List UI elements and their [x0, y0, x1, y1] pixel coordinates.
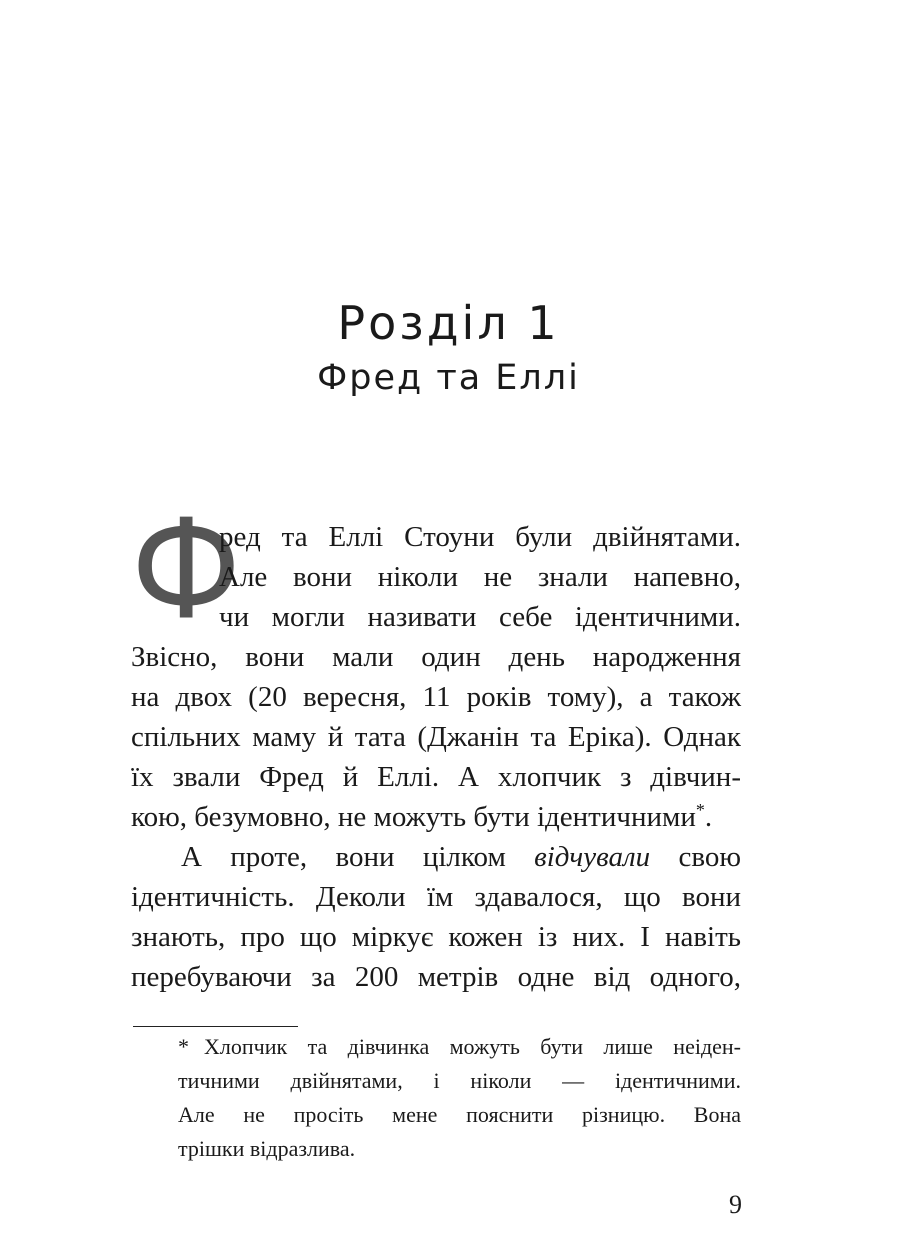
text-line: ідентичність. Деколи їм здавалося, що вони [131, 881, 741, 913]
text-line: знають, про що міркує кожен із них. І навіть [131, 921, 741, 953]
drop-cap: Ф [131, 490, 242, 651]
footnote-line: Хлопчик та дівчинка можуть бути лише неіден- [204, 1034, 741, 1059]
footnote [178, 1030, 741, 1166]
text-line: спільних маму й тата (Джанін та Еріка). Однак [131, 721, 741, 753]
text-line: ред та Еллі Стоуни були двійнятами. [219, 521, 741, 553]
footnote-line: тичними двійнятами, і ніколи — ідентичними. [178, 1068, 741, 1093]
chapter-title: Фред та Еллі [317, 358, 580, 398]
paragraph-1-body [131, 637, 741, 837]
chapter-number: Розділ 1 [337, 296, 560, 350]
text-segment: А проте, вони цілком [181, 841, 535, 873]
text-line: чи могли називати себе ідентичними. [219, 601, 741, 633]
footnote-line: трішки відразлива. [178, 1136, 356, 1161]
page-number: 9 [729, 1190, 742, 1219]
footnote-line: Але не просіть мене пояснити різницю. Вона [178, 1102, 741, 1127]
text-line: Але вони ніколи не знали напевно, [219, 561, 741, 593]
text-line: перебуваючи за 200 метрів одне від одного, [131, 961, 741, 993]
text-line: Звісно, вони мали один день народження [131, 641, 741, 673]
text-line-with-emphasis [131, 837, 741, 877]
paragraph-2 [131, 837, 741, 997]
text-segment: кою, безумовно, не можуть бути ідентичними [131, 801, 696, 833]
footnote-marker: * [178, 1034, 189, 1059]
text-line: їх звали Фред й Еллі. А хлопчик з дівчин- [131, 761, 741, 793]
emphasized-word: відчували [534, 841, 651, 873]
paragraph-1-dropcap-lines [131, 490, 741, 651]
footnote-reference: * [695, 800, 705, 820]
text-segment: . [704, 801, 713, 833]
text-segment: свою [650, 841, 742, 873]
text-line: на двох (20 вересня, 11 років тому), а також [131, 681, 741, 713]
footnote-divider [133, 1026, 298, 1027]
text-line-with-footnote-ref [131, 797, 741, 837]
